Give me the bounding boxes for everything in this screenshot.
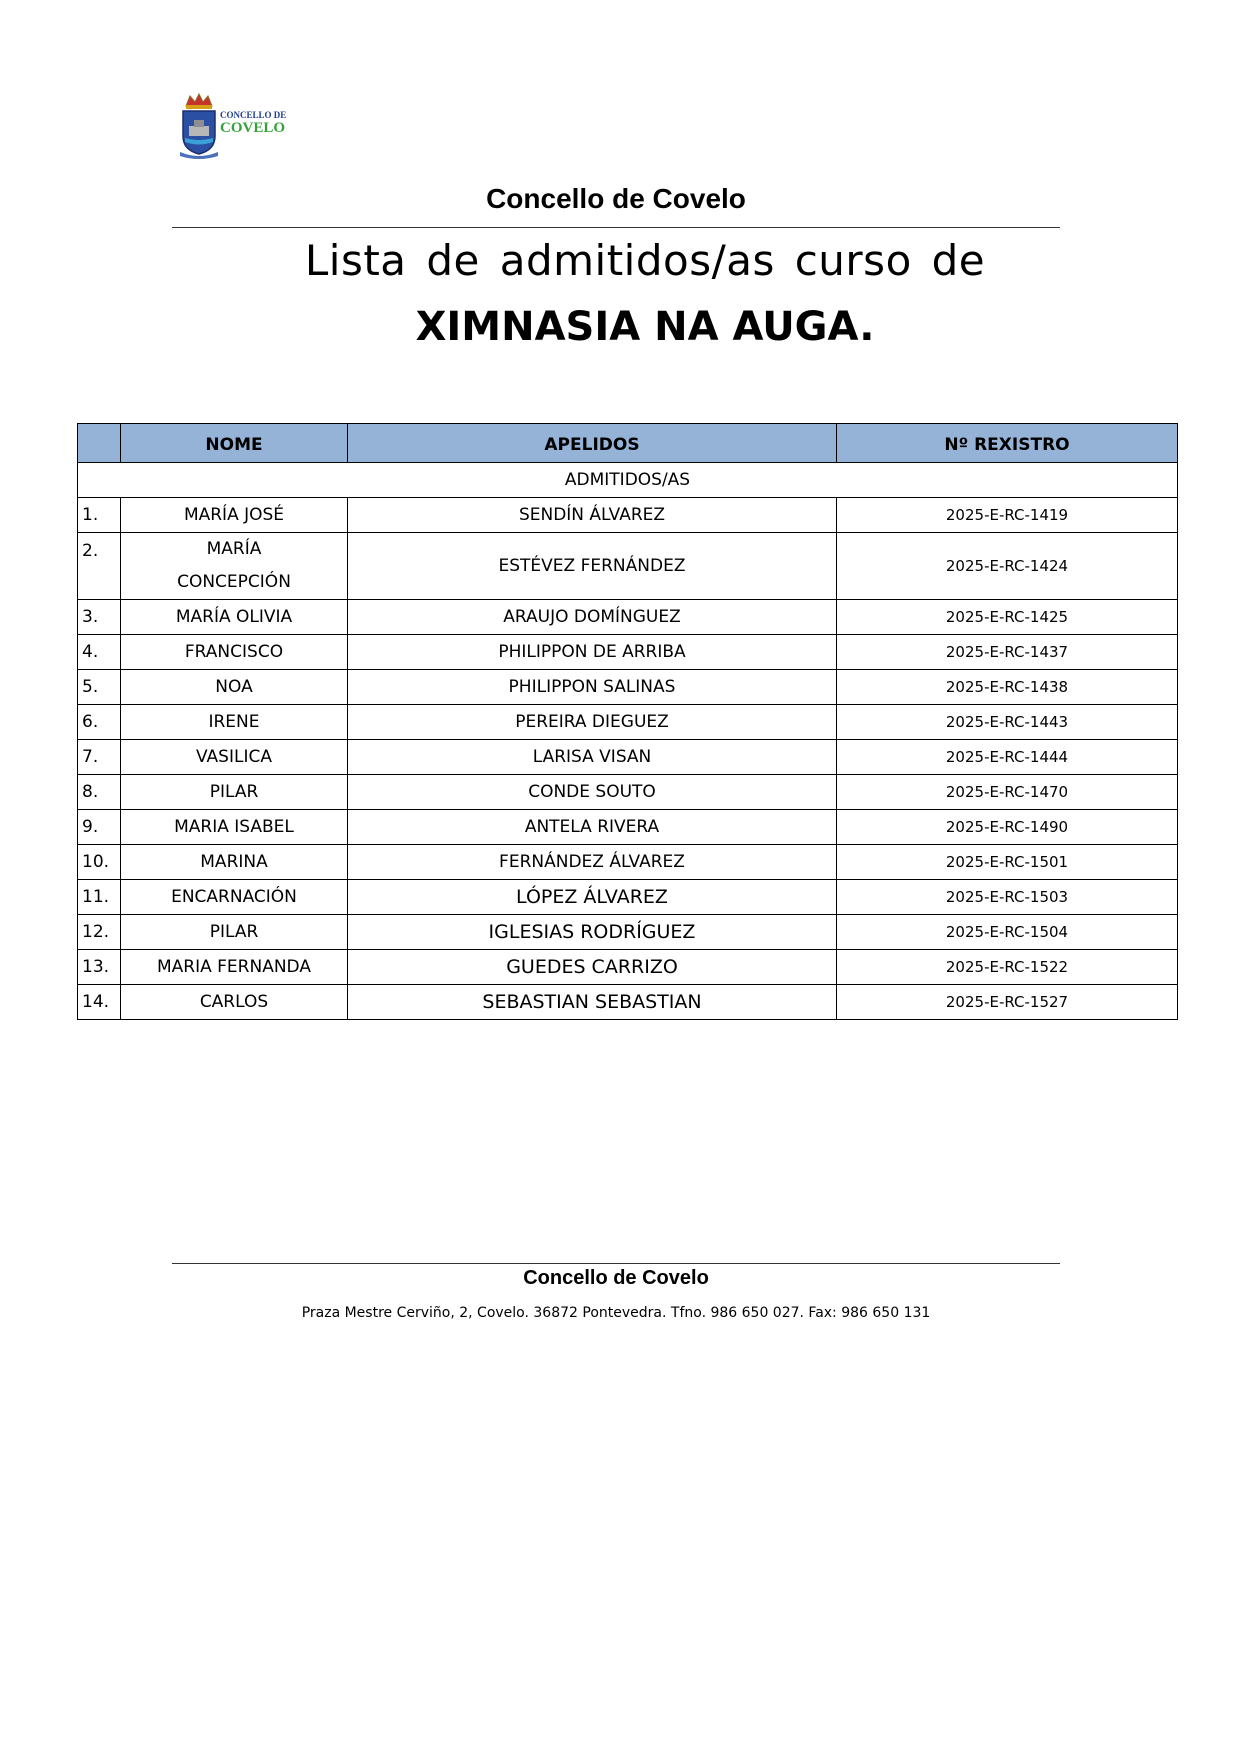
row-number: 10. bbox=[78, 845, 121, 880]
column-header-nome: NOME bbox=[121, 424, 348, 463]
row-apelidos: LARISA VISAN bbox=[348, 740, 837, 775]
row-rexistro: 2025-E-RC-1522 bbox=[837, 950, 1178, 985]
row-nome: FRANCISCO bbox=[121, 635, 348, 670]
row-rexistro: 2025-E-RC-1419 bbox=[837, 498, 1178, 533]
row-rexistro: 2025-E-RC-1527 bbox=[837, 985, 1178, 1020]
table-row bbox=[78, 845, 1178, 880]
row-rexistro: 2025-E-RC-1444 bbox=[837, 740, 1178, 775]
row-nome: MARÍA OLIVIA bbox=[121, 600, 348, 635]
header-divider bbox=[172, 227, 1060, 228]
footer-address: Praza Mestre Cerviño, 2, Covelo. 36872 Pontevedra. Tfno. 986 650 027. Fax: 986 650 131 bbox=[301, 1305, 931, 1321]
row-apelidos: FERNÁNDEZ ÁLVAREZ bbox=[348, 845, 837, 880]
table-row bbox=[78, 880, 1178, 915]
row-number: 8. bbox=[78, 775, 121, 810]
admitted-table bbox=[77, 423, 1178, 1020]
row-nome: MARÍA CONCEPCIÓN bbox=[121, 533, 348, 600]
row-nome: MARÍA JOSÉ bbox=[121, 498, 348, 533]
row-apelidos: GUEDES CARRIZO bbox=[348, 950, 837, 985]
row-rexistro: 2025-E-RC-1438 bbox=[837, 670, 1178, 705]
row-rexistro: 2025-E-RC-1424 bbox=[837, 533, 1178, 600]
row-nome: NOA bbox=[121, 670, 348, 705]
row-number: 7. bbox=[78, 740, 121, 775]
row-number: 12. bbox=[78, 915, 121, 950]
row-rexistro: 2025-E-RC-1490 bbox=[837, 810, 1178, 845]
row-number: 3. bbox=[78, 600, 121, 635]
row-number: 9. bbox=[78, 810, 121, 845]
section-row bbox=[78, 463, 1178, 498]
row-nome: PILAR bbox=[121, 915, 348, 950]
column-header-apelidos: APELIDOS bbox=[348, 424, 837, 463]
row-number: 2. bbox=[78, 533, 121, 600]
row-rexistro: 2025-E-RC-1425 bbox=[837, 600, 1178, 635]
table-row bbox=[78, 498, 1178, 533]
row-nome: MARINA bbox=[121, 845, 348, 880]
table-row bbox=[78, 810, 1178, 845]
row-rexistro: 2025-E-RC-1503 bbox=[837, 880, 1178, 915]
row-rexistro: 2025-E-RC-1501 bbox=[837, 845, 1178, 880]
row-nome: VASILICA bbox=[121, 740, 348, 775]
header-title: Concello de Covelo bbox=[486, 183, 746, 214]
row-apelidos: CONDE SOUTO bbox=[348, 775, 837, 810]
table-row bbox=[78, 775, 1178, 810]
row-number: 5. bbox=[78, 670, 121, 705]
column-header-rexistro: Nº REXISTRO bbox=[837, 424, 1178, 463]
row-number: 11. bbox=[78, 880, 121, 915]
row-number: 4. bbox=[78, 635, 121, 670]
row-rexistro: 2025-E-RC-1504 bbox=[837, 915, 1178, 950]
table-row bbox=[78, 985, 1178, 1020]
row-apelidos: SENDÍN ÁLVAREZ bbox=[348, 498, 837, 533]
row-apelidos: ARAUJO DOMÍNGUEZ bbox=[348, 600, 837, 635]
row-number: 6. bbox=[78, 705, 121, 740]
row-rexistro: 2025-E-RC-1443 bbox=[837, 705, 1178, 740]
row-apelidos: PHILIPPON SALINAS bbox=[348, 670, 837, 705]
row-apelidos: IGLESIAS RODRÍGUEZ bbox=[348, 915, 837, 950]
row-number: 13. bbox=[78, 950, 121, 985]
row-nome: MARIA FERNANDA bbox=[121, 950, 348, 985]
row-apelidos: ESTÉVEZ FERNÁNDEZ bbox=[348, 533, 837, 600]
table-row bbox=[78, 915, 1178, 950]
row-nome: CARLOS bbox=[121, 985, 348, 1020]
table-row bbox=[78, 705, 1178, 740]
column-header-number bbox=[78, 424, 121, 463]
table-row bbox=[78, 740, 1178, 775]
document-title-line2: XIMNASIA NA AUGA. bbox=[415, 304, 875, 350]
row-nome: MARIA ISABEL bbox=[121, 810, 348, 845]
row-nome: PILAR bbox=[121, 775, 348, 810]
section-label: ADMITIDOS/AS bbox=[78, 463, 1178, 498]
row-number: 1. bbox=[78, 498, 121, 533]
table-row bbox=[78, 533, 1178, 600]
row-apelidos: PEREIRA DIEGUEZ bbox=[348, 705, 837, 740]
logo-text-bottom: COVELO bbox=[220, 120, 286, 136]
table-row bbox=[78, 950, 1178, 985]
coat-of-arms-icon bbox=[178, 92, 220, 160]
concello-logo bbox=[178, 92, 290, 160]
row-number: 14. bbox=[78, 985, 121, 1020]
row-apelidos: SEBASTIAN SEBASTIAN bbox=[348, 985, 837, 1020]
row-nome: ENCARNACIÓN bbox=[121, 880, 348, 915]
table-header-row bbox=[78, 424, 1178, 463]
table-row bbox=[78, 635, 1178, 670]
row-apelidos: LÓPEZ ÁLVAREZ bbox=[348, 880, 837, 915]
row-nome: IRENE bbox=[121, 705, 348, 740]
logo-text-top: CONCELLO DE bbox=[220, 110, 287, 120]
footer-title: Concello de Covelo bbox=[523, 1267, 709, 1289]
row-apelidos: ANTELA RIVERA bbox=[348, 810, 837, 845]
table-row bbox=[78, 600, 1178, 635]
document-title-line1: Lista de admitidos/as curso de bbox=[304, 236, 986, 285]
footer-divider bbox=[172, 1263, 1060, 1264]
row-apelidos: PHILIPPON DE ARRIBA bbox=[348, 635, 837, 670]
row-rexistro: 2025-E-RC-1470 bbox=[837, 775, 1178, 810]
row-rexistro: 2025-E-RC-1437 bbox=[837, 635, 1178, 670]
table-row bbox=[78, 670, 1178, 705]
